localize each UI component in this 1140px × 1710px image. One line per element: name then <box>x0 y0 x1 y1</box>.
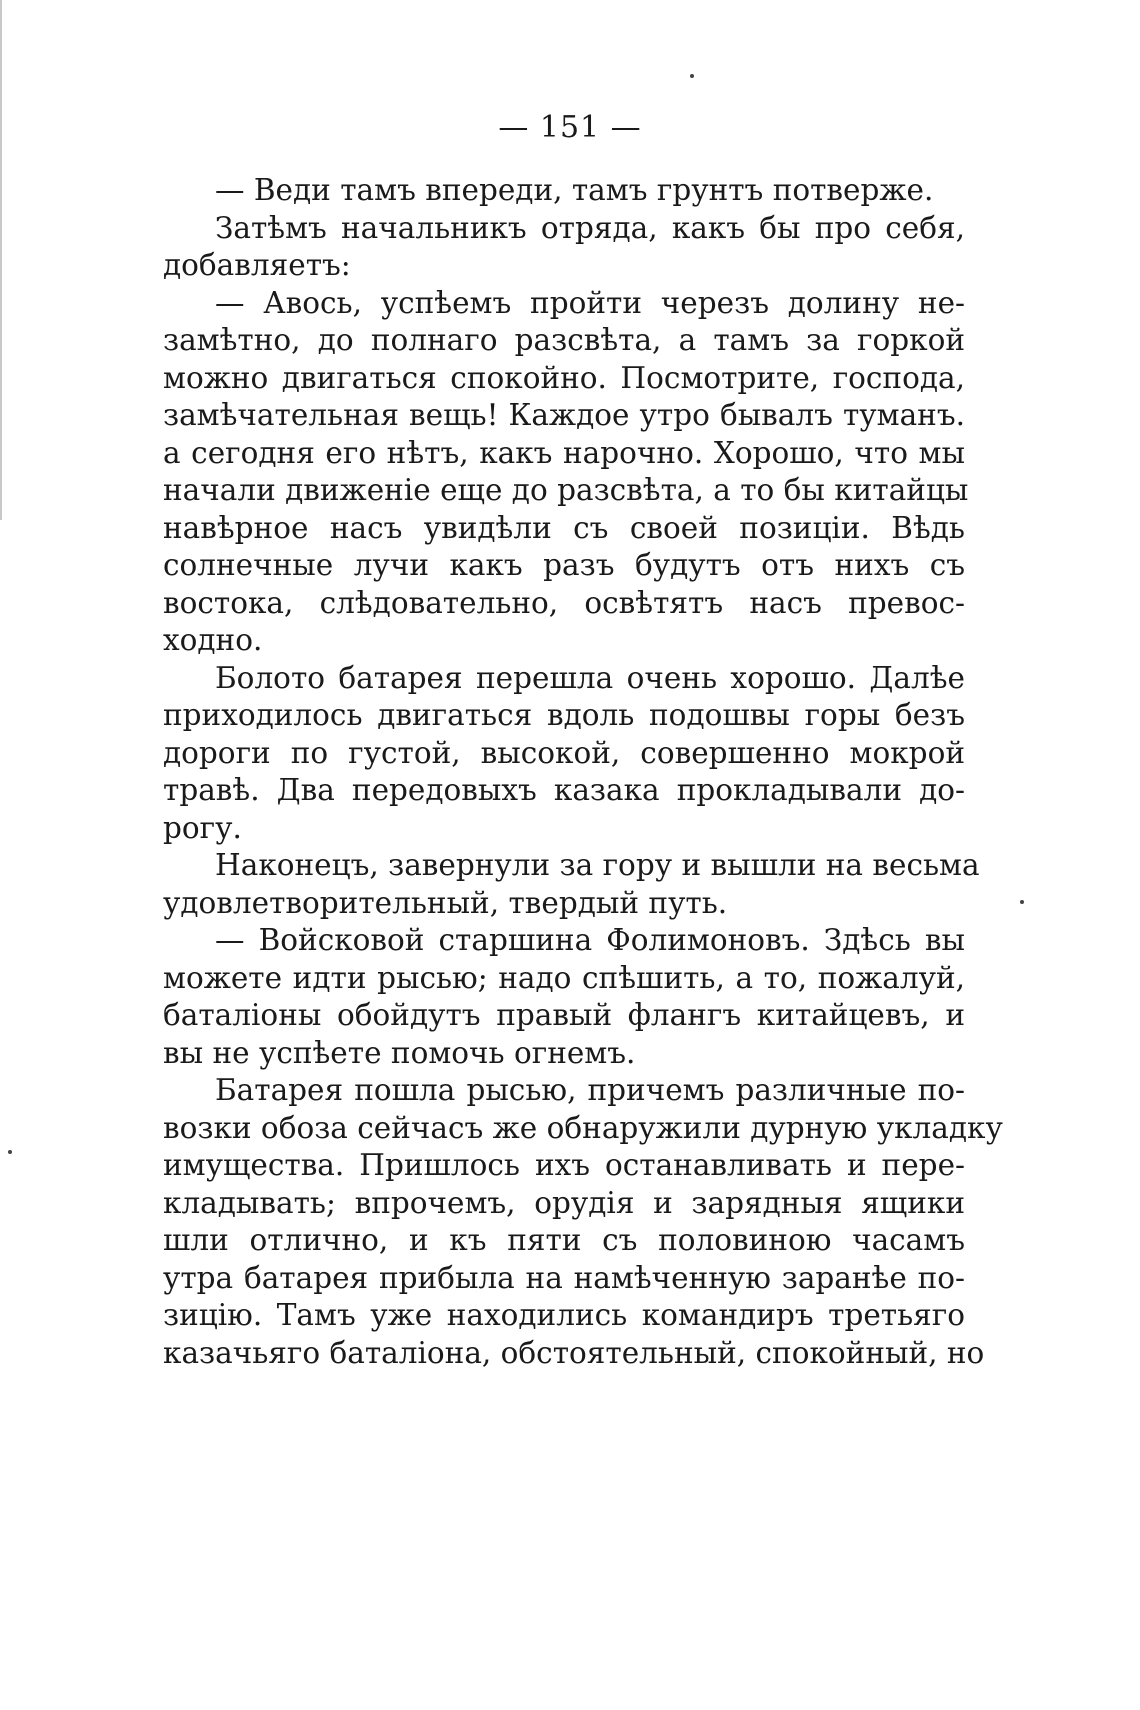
text-line: начали движеніе еще до разсвѣта, а то бы китайцы <box>163 473 969 507</box>
text-line: ходно. <box>163 623 263 657</box>
text-line: можно двигаться спокойно. Посмотрите, господа, <box>163 360 965 395</box>
text-line: добавляетъ: <box>163 248 351 282</box>
text-line: Наконецъ, завернули за гору и вышли на весьма <box>215 848 980 882</box>
paragraph <box>163 847 980 922</box>
text-line: навѣрное насъ увидѣли съ своей позиціи. Вѣдь <box>163 510 965 545</box>
text-line: — Войсковой старшина Фолимоновъ. Здѣсь вы <box>215 923 965 957</box>
text-line: замѣтно, до полнаго разсвѣта, а тамъ за горкой <box>163 323 965 357</box>
page-number: — 151 — <box>498 110 642 145</box>
paragraph <box>163 660 965 848</box>
scan-edge-shadow <box>0 0 8 520</box>
scan-speck <box>1020 900 1024 904</box>
page-body-text <box>163 172 1003 1372</box>
text-line: приходилось двигаться вдоль подошвы горы безъ <box>163 698 965 732</box>
text-line: кладывать; впрочемъ, орудія и зарядныя ящики <box>163 1185 965 1220</box>
text-line: баталіоны обойдутъ правый флангъ китайцевъ, и <box>163 998 965 1032</box>
text-line: шли отлично, и къ пяти съ половиною часамъ <box>163 1223 965 1257</box>
text-line: — Веди тамъ впереди, тамъ грунтъ потверже. <box>215 173 934 207</box>
text-line: травѣ. Два передовыхъ казака прокладывали до- <box>163 773 965 807</box>
paragraph <box>163 922 965 1072</box>
paragraph <box>163 1072 1003 1372</box>
text-line: замѣчательная вещь! Каждое утро бывалъ туманъ. <box>163 398 965 432</box>
text-line: солнечные лучи какъ разъ будутъ отъ нихъ съ <box>163 548 965 582</box>
text-line: казачьяго баталіона, обстоятельный, спокойный, но <box>163 1335 985 1370</box>
paragraph <box>163 210 965 285</box>
text-line: зицію. Тамъ уже находились командиръ третьяго <box>163 1298 965 1332</box>
paragraph <box>163 285 969 660</box>
text-line: имущества. Пришлось ихъ останавливать и пере- <box>163 1148 965 1182</box>
text-line: можете идти рысью; надо спѣшить, а то, пожалуй, <box>163 960 965 995</box>
text-line: возки обоза сейчасъ же обнаружили дурную укладку <box>163 1110 1003 1145</box>
text-line: а сегодня его нѣтъ, какъ нарочно. Хорошо, что мы <box>163 435 965 470</box>
text-line: — Авось, успѣемъ пройти черезъ долину не- <box>215 285 965 320</box>
text-line: дороги по густой, высокой, совершенно мокрой <box>163 735 965 770</box>
text-line: Болото батарея перешла очень хорошо. Далѣе <box>215 660 965 695</box>
text-line: утра батарея прибыла на намѣченную заранѣе по- <box>163 1260 965 1295</box>
scan-speck <box>690 74 694 78</box>
scan-speck <box>8 1150 12 1154</box>
paragraph <box>163 172 965 210</box>
text-line: рогу. <box>163 810 242 845</box>
text-line: удовлетворительный, твердый путь. <box>163 885 728 920</box>
text-line: востока, слѣдовательно, освѣтятъ насъ превос- <box>163 585 965 620</box>
text-line: Затѣмъ начальникъ отряда, какъ бы про себя, <box>215 210 965 245</box>
text-line: вы не успѣете помочь огнемъ. <box>163 1035 636 1070</box>
text-line: Батарея пошла рысью, причемъ различные по- <box>215 1073 965 1107</box>
